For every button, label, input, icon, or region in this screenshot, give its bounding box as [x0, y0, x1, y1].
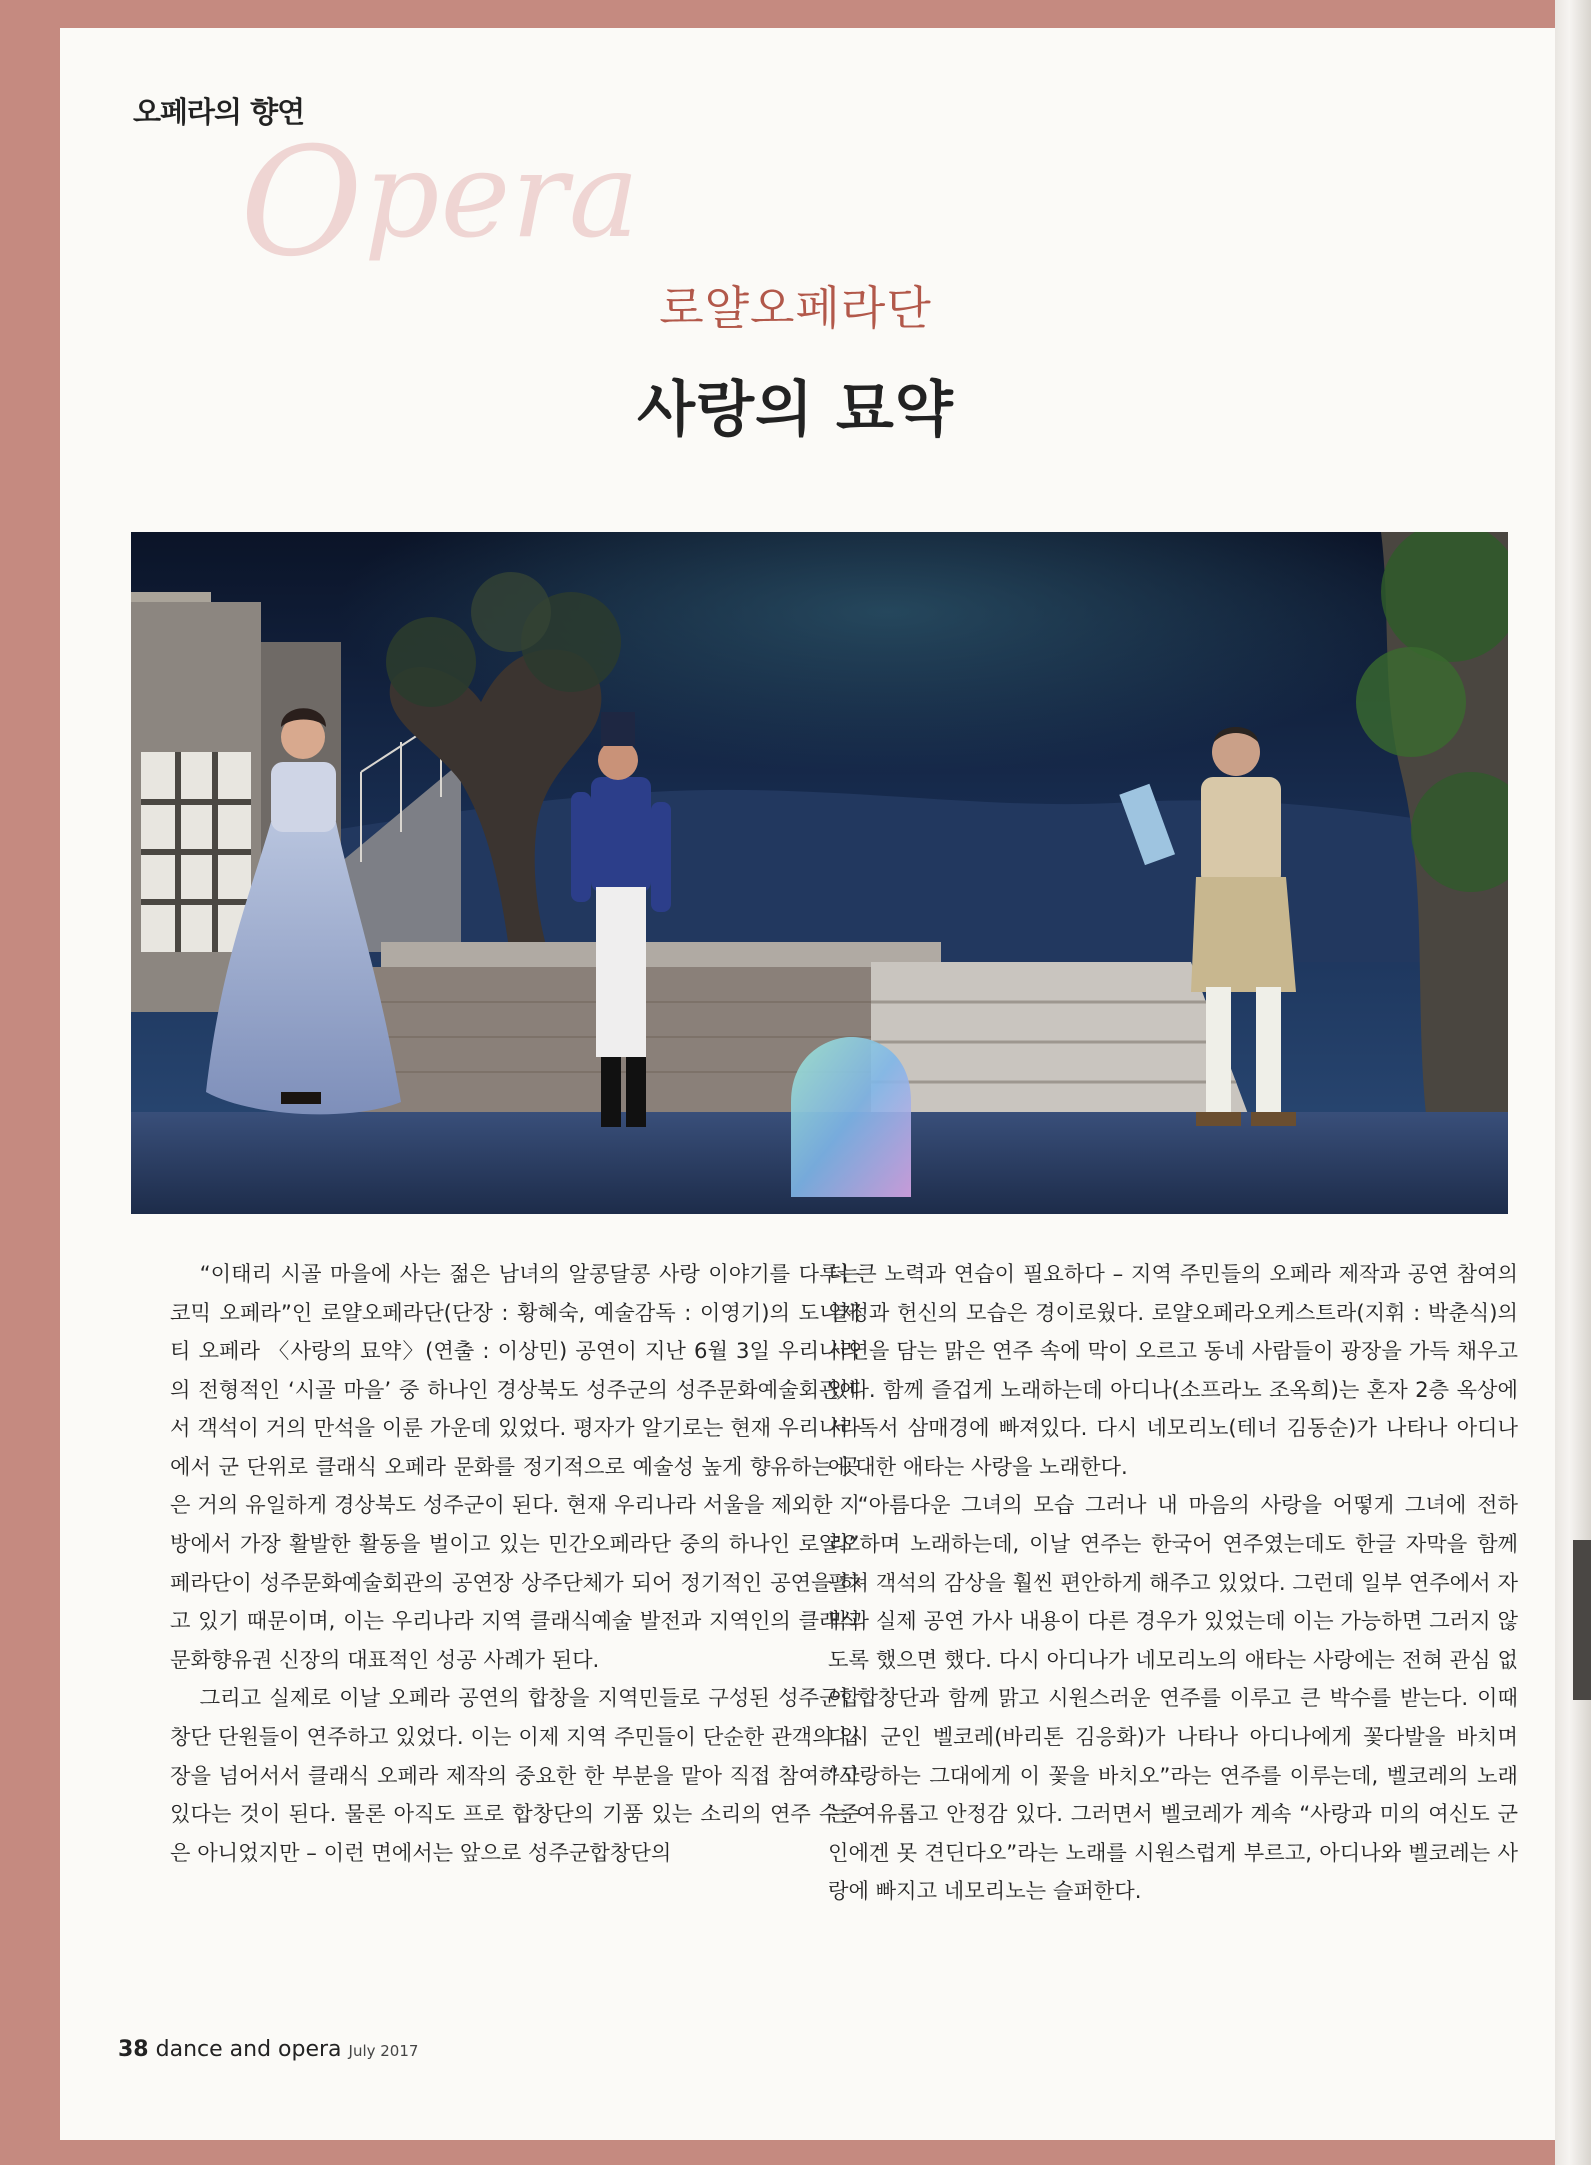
body-column-right: [828, 1255, 1518, 1911]
page-number: 38: [118, 2037, 149, 2062]
body-column-left: [170, 1255, 860, 1872]
issue-date: July 2017: [348, 2042, 419, 2060]
paragraph: “아름다운 그녀의 모습 그러나 내 마음의 사랑을 어떻게 그녀에 전하리”하며 노래하는데, 이날 연주는 한국어 연주였는데도 한글 자막을 함께 펼쳐 객석의 감상을 훨씬 편안하게 해주고 있었다. 그런데 일부 연주에서 자막과 실제 공연 가사 내용이 다른 경우가 있었는데 이는 가능하면 그러지 않도록 했으면 했다. 다시 아디나가 네모리노의 애타는 사랑에는 전혀 관심 없이 합창단과 함께 맑고 시원스러운 연주를 이루고 큰 박수를 받는다. 이때 다시 군인 벨코레(바리톤 김응화)가 나타나 아디나에게 꽃다발을 바치며 “사랑하는 그대에게 이 꽃을 바치오”라는 연주를 이루는데, 벨코레의 노래는 여유롭고 안정감 있다. 그러면서 벨코레가 계속 “사랑과 미의 여신도 군인에겐 못 견딘다오”라는 노래를 시원스럽게 부르고, 아디나와 벨코레는 사랑에 빠지고 네모리노는 슬퍼한다.: [828, 1492, 1518, 1904]
company-name: 로얄오페라단: [659, 281, 932, 335]
article-title: 사랑의 묘약: [637, 375, 954, 445]
paragraph: 그리고 실제로 이날 오페라 공연의 합창을 지역민들로 구성된 성주군합창단 단원들이 연주하고 있었다. 이는 이제 지역 주민들이 단순한 관객의 입장을 넘어서서 클래식 오페라 제작의 중요한 한 부분을 맡아 직접 참여하고 있다는 것이 된다. 물론 아직도 프로 합창단의 기품 있는 소리의 연주 수준은 아니었지만 – 이런 면에서는 앞으로 성주군합창단의: [170, 1685, 860, 1865]
decorative-opera-script: Opera: [240, 116, 641, 290]
stage-photo: [131, 532, 1508, 1214]
paragraph: 더 큰 노력과 연습이 필요하다 – 지역 주민들의 오페라 제작과 공연 참여의 열정과 헌신의 모습은 경이로웠다. 로얄오페라오케스트라(지휘 : 박춘식)의 사연을 담는 맑은 연주 속에 막이 오르고 동네 사람들이 광장을 가득 채우고 있다. 함께 즐겁게 노래하는데 아디나(소프라노 조옥희)는 혼자 2층 옥상에서 독서 삼매경에 빠져있다. 다시 네모리노(테너 김동순)가 나타나 아디나에 대한 애타는 사랑을 노래한다.: [828, 1261, 1518, 1479]
page-footer: [118, 2037, 418, 2062]
paragraph: “이태리 시골 마을에 사는 젊은 남녀의 알콩달콩 사랑 이야기를 다루는 코믹 오페라”인 로얄오페라단(단장 : 황혜숙, 예술감독 : 이영기)의 도니제티 오페라 〈사랑의 묘약〉(연출 : 이상민) 공연이 지난 6월 3일 우리나라의 전형적인 ‘시골 마을’ 중 하나인 경상북도 성주군의 성주문화예술회관에서 객석이 거의 만석을 이룬 가운데 있었다. 평자가 알기로는 현재 우리나라에서 군 단위로 클래식 오페라 문화를 정기적으로 예술성 높게 향유하는 곳은 거의 유일하게 경상북도 성주군이 된다. 현재 우리나라 서울을 제외한 지방에서 가장 활발한 활동을 벌이고 있는 민간오페라단 중의 하나인 로얄오페라단이 성주문화예술회관의 공연장 상주단체가 되어 정기적인 공연을 하고 있기 때문이며, 이는 우리나라 지역 클래식예술 발전과 지역인의 클래식 문화향유권 신장의 대표적인 성공 사례가 된다.: [170, 1261, 860, 1672]
magazine-name: dance and opera: [155, 2037, 342, 2062]
section-title: 오페라의 향연: [133, 95, 305, 129]
